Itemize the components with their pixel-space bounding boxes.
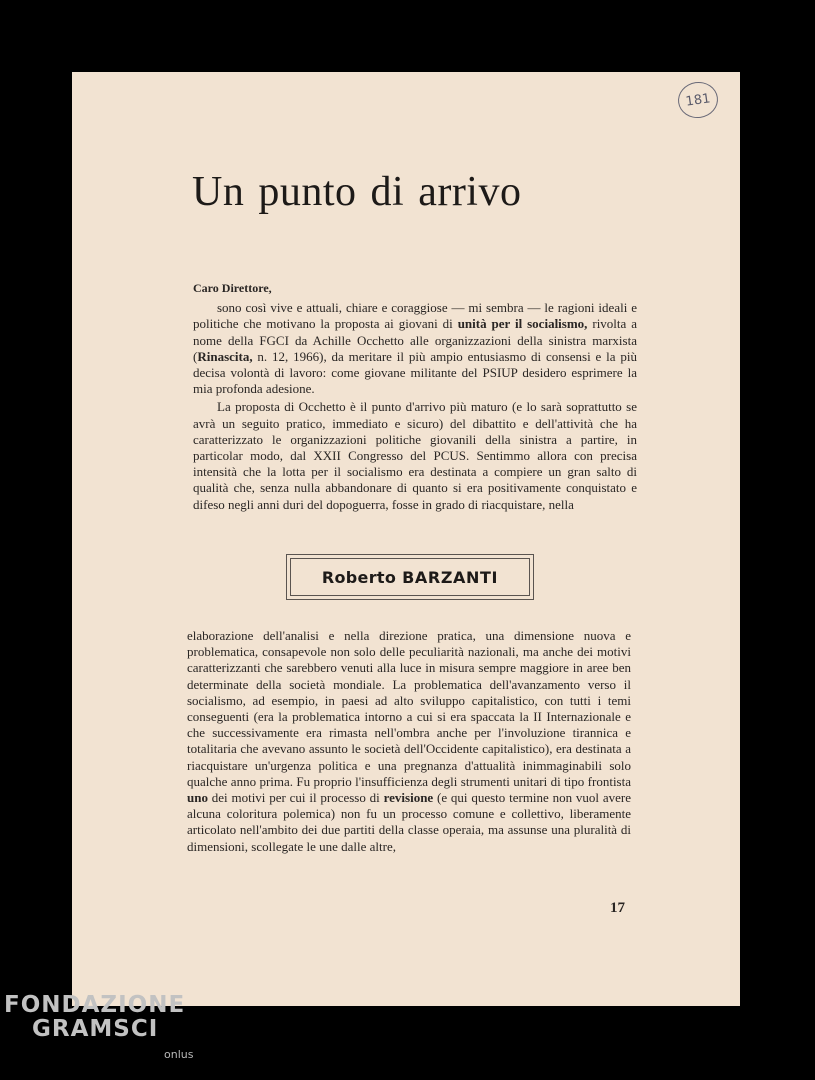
bold-text: uno	[187, 790, 208, 806]
paragraph	[193, 300, 637, 397]
paragraphs-bottom	[187, 628, 631, 855]
article-title: Un punto di arrivo	[192, 169, 522, 215]
author-box	[286, 554, 534, 600]
text-run: dei motivi per cui il processo di	[207, 790, 384, 806]
archive-stamp: 181	[676, 79, 721, 120]
text-run: rivolta a nome della FGCI da Achille Occhetto alle organizzazioni della sinistra marxista (	[193, 316, 637, 364]
paragraph	[193, 399, 637, 512]
bold-text: revisione	[383, 790, 434, 806]
bold-text: unità per il socialismo,	[457, 316, 588, 332]
page-number: 17	[610, 900, 625, 916]
document-page	[72, 72, 740, 1006]
text-run: elaborazione dell'analisi e nella direzione pratica, una dimensione nuova e problematica, consapevole non solo delle peculiarità nazionali, ma anche dei motivi caratterizzanti che sarebbero venuti alla luce in misura sempre maggiore in aree ben determinate della società mondiale. La problematica dell'avanzamento verso il socialismo, ad esempio, in paesi ad alto sviluppo capitalistico, con tutti i temi conseguenti (era la problematica intorno a cui si era spaccata la II Internazionale e che successivamente era rimasta nell'ombra anche per l'involuzione tirannica e totalitaria che avevano assunto le società dell'Occidente capitalistico), era destinata a riacquistare un'urgenza politica e una pregnanza d'attualità inimmaginabili solo qualche anno prima. Fu proprio l'insufficienza degli strumenti unitari di tipo frontista	[187, 628, 631, 789]
paragraphs-top	[193, 300, 637, 513]
text-run: (e qui questo termine non vuol avere alcuna coloritura polemica) non fu un processo comune e collettivo, liberamente articolato nell'ambito dei due partiti della classe operaia, ma assunse una pluralità di dimensioni, scollegate le une dalle altre,	[187, 790, 631, 854]
text-run: La proposta di Occhetto è il punto d'arrivo più maturo (e lo sarà soprattutto se avrà un seguito pratico, immediato e sicuro) del dibattito e dell'attività che ha caratterizzato le organizzazioni politiche giovanili della sinistra a partire, in particolar modo, dal XXII Congresso del PCUS. Sentimmo allora con precisa intensità che la lotta per il socialismo era destinata a compiere un gran salto di qualità che, senza nulla abbandonare di quanto si era positivamente conquistato e difeso negli anni duri del dopoguerra, fosse in grado di riacquistare, nella	[193, 399, 637, 512]
paragraph	[187, 628, 631, 855]
author-name: Roberto BARZANTI	[290, 558, 530, 596]
text-run: sono così vive e attuali, chiare e coraggiose — mi sembra — le ragioni ideali e politiche che motivano la proposta ai giovani di	[193, 300, 637, 332]
article-body-bottom	[187, 628, 631, 857]
article-body-top	[193, 280, 637, 515]
fondazione-gramsci-logo: FONDAZIONE GRAMSCI onlus	[4, 992, 194, 1061]
salutation: Caro Direttore,	[193, 281, 272, 295]
bold-text: Rinascita,	[197, 348, 253, 364]
text-run: n. 12, 1966), da meritare il più ampio entusiasmo di consensi e la più decisa volontà di lavoro: come giovane militante del PSIUP desidero esprimere la mia profonda adesione.	[193, 348, 637, 397]
